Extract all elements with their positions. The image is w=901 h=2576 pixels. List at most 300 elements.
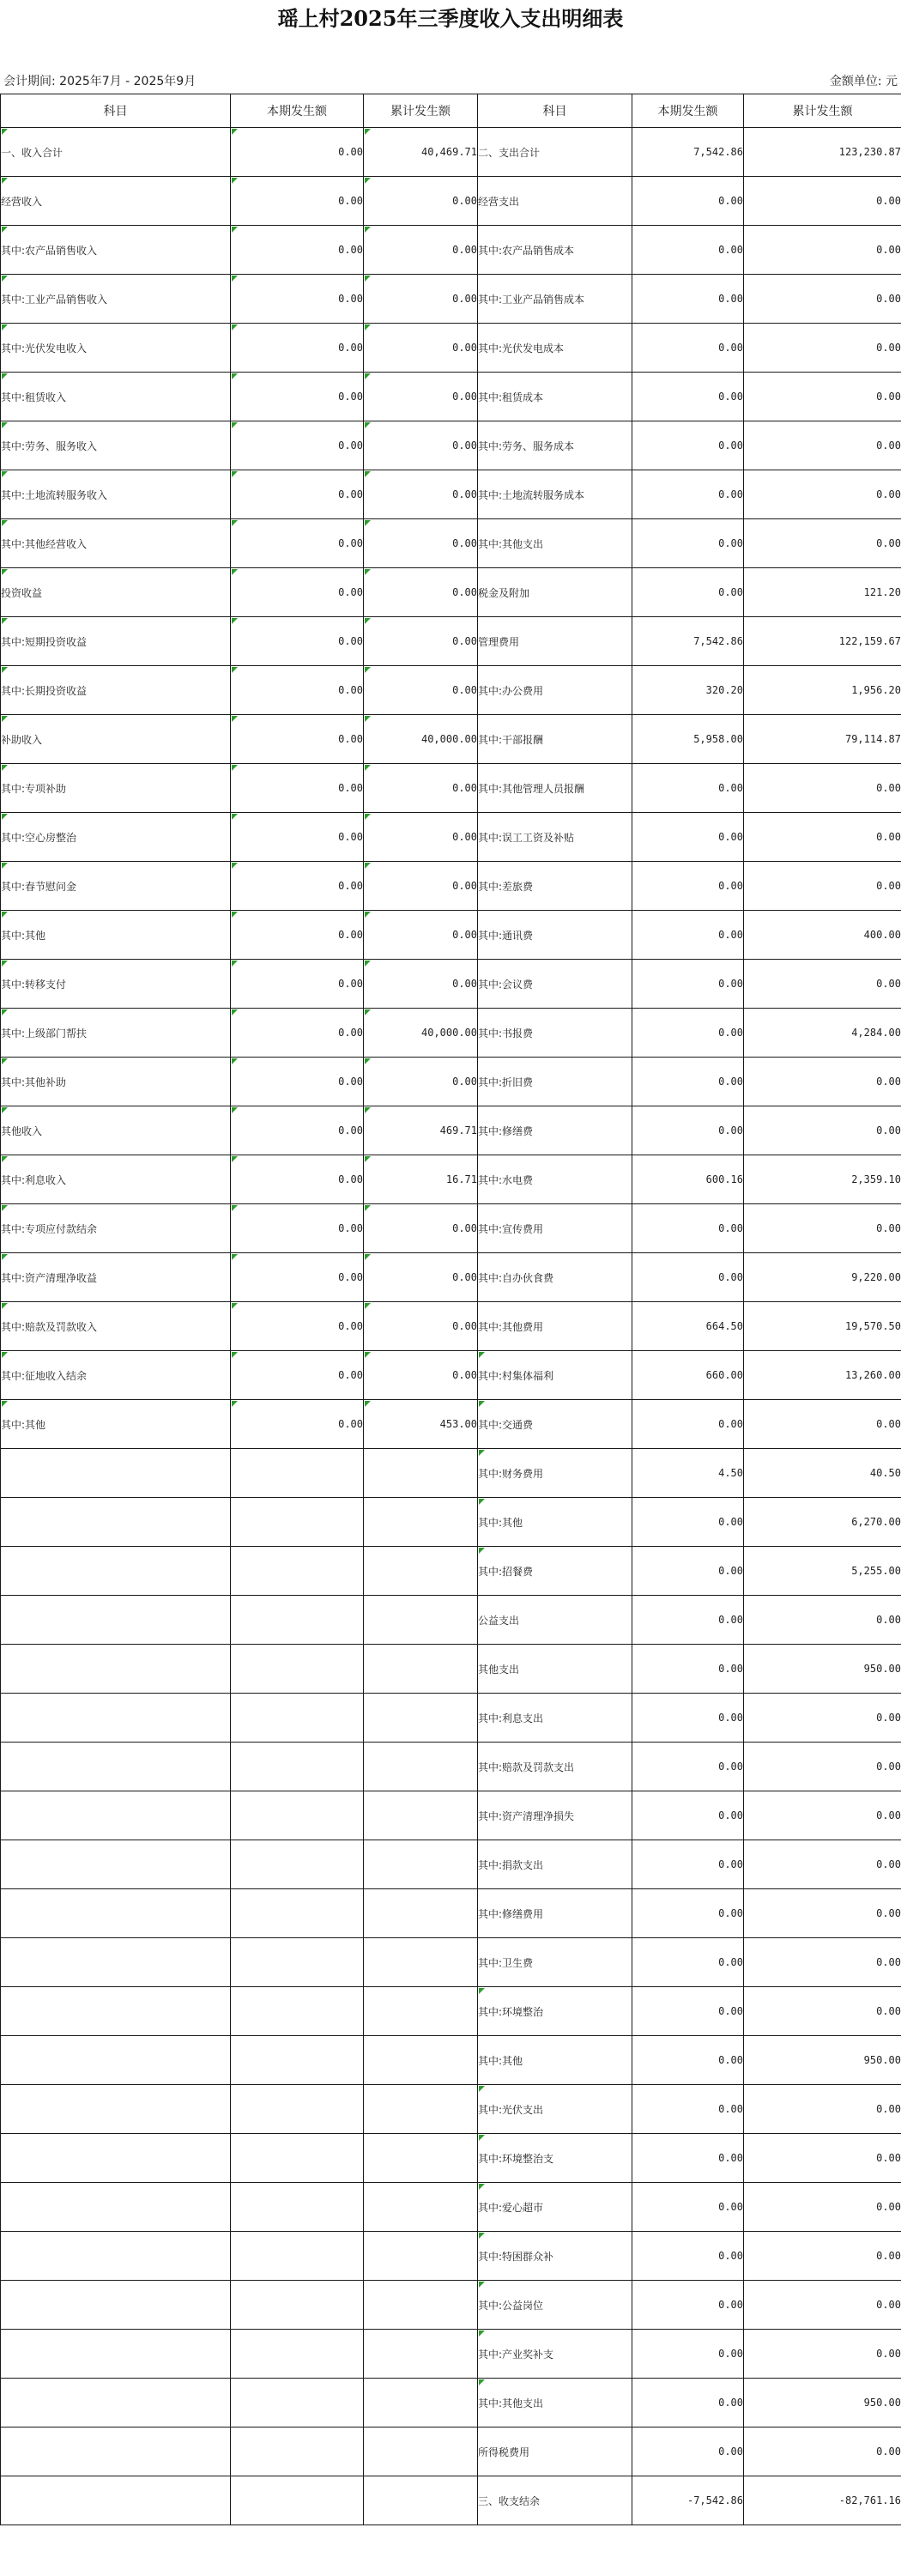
table-row xyxy=(1,1889,901,1938)
left-subject-cell: 其中:上级部门帮扶 xyxy=(1,1009,231,1058)
left-subject-cell: 其中:光伏发电收入 xyxy=(1,324,231,373)
left-subject-cell: 其中:劳务、服务收入 xyxy=(1,421,231,470)
left-current-cell: 0.00 xyxy=(231,960,364,1009)
right-cumulative-cell: 0.00 xyxy=(744,519,901,568)
table-row xyxy=(1,1596,901,1645)
left-subject-cell: 其中:短期投资收益 xyxy=(1,617,231,666)
left-cumulative-cell: 0.00 xyxy=(364,568,478,617)
right-cumulative-cell: 400.00 xyxy=(744,911,901,960)
left-current-cell xyxy=(231,2183,364,2232)
right-current-cell: 0.00 xyxy=(632,813,744,862)
left-subject-cell: 其中:征地收入结余 xyxy=(1,1351,231,1400)
right-current-cell: 664.50 xyxy=(632,1302,744,1351)
left-cumulative-cell: 0.00 xyxy=(364,1058,478,1106)
table-row xyxy=(1,715,901,764)
left-cumulative-cell: 40,000.00 xyxy=(364,715,478,764)
left-cumulative-cell: 0.00 xyxy=(364,177,478,226)
table-row xyxy=(1,128,901,177)
right-cumulative-cell: 0.00 xyxy=(744,2134,901,2183)
left-current-cell xyxy=(231,2232,364,2281)
header-left-current: 本期发生额 xyxy=(231,94,364,128)
table-row xyxy=(1,1155,901,1204)
left-cumulative-cell: 0.00 xyxy=(364,1204,478,1253)
right-current-cell: 0.00 xyxy=(632,2036,744,2085)
right-cumulative-cell: 0.00 xyxy=(744,1840,901,1889)
right-cumulative-cell: 0.00 xyxy=(744,2281,901,2330)
right-subject-cell: 其中:村集体福利 xyxy=(478,1351,632,1400)
left-current-cell: 0.00 xyxy=(231,1058,364,1106)
right-current-cell: 7,542.86 xyxy=(632,617,744,666)
right-current-cell: 0.00 xyxy=(632,1938,744,1987)
right-cumulative-cell: 0.00 xyxy=(744,2232,901,2281)
right-current-cell: 0.00 xyxy=(632,2183,744,2232)
left-current-cell xyxy=(231,2330,364,2379)
left-cumulative-cell xyxy=(364,1840,478,1889)
table-row xyxy=(1,2428,901,2476)
table-row xyxy=(1,1840,901,1889)
left-cumulative-cell: 0.00 xyxy=(364,617,478,666)
left-subject-cell xyxy=(1,2428,231,2476)
right-subject-cell: 其中:工业产品销售成本 xyxy=(478,275,632,324)
right-current-cell: 0.00 xyxy=(632,519,744,568)
left-cumulative-cell xyxy=(364,2085,478,2134)
left-current-cell: 0.00 xyxy=(231,1009,364,1058)
left-current-cell: 0.00 xyxy=(231,568,364,617)
left-current-cell: 0.00 xyxy=(231,128,364,177)
table-row xyxy=(1,1791,901,1840)
right-current-cell: 0.00 xyxy=(632,2379,744,2428)
right-subject-cell: 其中:资产清理净损失 xyxy=(478,1791,632,1840)
right-subject-cell: 其中:公益岗位 xyxy=(478,2281,632,2330)
right-subject-cell: 其他支出 xyxy=(478,1645,632,1694)
right-cumulative-cell: 13,260.00 xyxy=(744,1351,901,1400)
left-subject-cell: 其中:农产品销售收入 xyxy=(1,226,231,275)
table-row xyxy=(1,1058,901,1106)
right-cumulative-cell: 0.00 xyxy=(744,1106,901,1155)
left-current-cell: 0.00 xyxy=(231,764,364,813)
left-subject-cell: 其中:租赁收入 xyxy=(1,373,231,421)
table-row xyxy=(1,519,901,568)
right-cumulative-cell: 5,255.00 xyxy=(744,1547,901,1596)
left-subject-cell: 其中:土地流转服务收入 xyxy=(1,470,231,519)
right-cumulative-cell: 950.00 xyxy=(744,1645,901,1694)
right-current-cell: 0.00 xyxy=(632,1987,744,2036)
left-current-cell: 0.00 xyxy=(231,519,364,568)
left-current-cell xyxy=(231,1694,364,1743)
right-current-cell: 0.00 xyxy=(632,1009,744,1058)
left-current-cell: 0.00 xyxy=(231,373,364,421)
table-row xyxy=(1,275,901,324)
table-row xyxy=(1,911,901,960)
left-subject-cell: 其中:其他补助 xyxy=(1,1058,231,1106)
left-current-cell: 0.00 xyxy=(231,813,364,862)
right-cumulative-cell: 0.00 xyxy=(744,1889,901,1938)
right-cumulative-cell: 6,270.00 xyxy=(744,1498,901,1547)
left-current-cell: 0.00 xyxy=(231,1302,364,1351)
right-current-cell: 0.00 xyxy=(632,1547,744,1596)
left-current-cell: 0.00 xyxy=(231,226,364,275)
right-cumulative-cell: 0.00 xyxy=(744,2330,901,2379)
right-current-cell: 5,958.00 xyxy=(632,715,744,764)
right-current-cell: 0.00 xyxy=(632,2232,744,2281)
right-subject-cell: 管理费用 xyxy=(478,617,632,666)
left-cumulative-cell: 0.00 xyxy=(364,960,478,1009)
left-subject-cell xyxy=(1,2379,231,2428)
left-current-cell: 0.00 xyxy=(231,715,364,764)
right-subject-cell: 其中:修缮费 xyxy=(478,1106,632,1155)
left-current-cell: 0.00 xyxy=(231,1400,364,1449)
table-row xyxy=(1,1987,901,2036)
left-cumulative-cell xyxy=(364,2281,478,2330)
right-cumulative-cell: 0.00 xyxy=(744,373,901,421)
left-current-cell: 0.00 xyxy=(231,1253,364,1302)
table-header-row xyxy=(1,94,901,128)
right-subject-cell: 其中:其他管理人员报酬 xyxy=(478,764,632,813)
left-subject-cell xyxy=(1,2232,231,2281)
right-cumulative-cell: 0.00 xyxy=(744,960,901,1009)
right-cumulative-cell: 1,956.20 xyxy=(744,666,901,715)
left-current-cell: 0.00 xyxy=(231,470,364,519)
left-subject-cell: 其他收入 xyxy=(1,1106,231,1155)
left-cumulative-cell xyxy=(364,2476,478,2525)
left-subject-cell: 其中:转移支付 xyxy=(1,960,231,1009)
table-row xyxy=(1,1253,901,1302)
right-subject-cell: 其中:交通费 xyxy=(478,1400,632,1449)
left-subject-cell: 其中:利息收入 xyxy=(1,1155,231,1204)
right-cumulative-cell: 0.00 xyxy=(744,764,901,813)
right-subject-cell: 所得税费用 xyxy=(478,2428,632,2476)
left-cumulative-cell: 0.00 xyxy=(364,324,478,373)
right-cumulative-cell: -82,761.16 xyxy=(744,2476,901,2525)
right-subject-cell: 其中:折旧费 xyxy=(478,1058,632,1106)
left-cumulative-cell xyxy=(364,1938,478,1987)
left-cumulative-cell: 0.00 xyxy=(364,519,478,568)
left-subject-cell xyxy=(1,1694,231,1743)
right-subject-cell: 其中:爱心超市 xyxy=(478,2183,632,2232)
left-subject-cell xyxy=(1,2476,231,2525)
table-row xyxy=(1,862,901,911)
left-current-cell xyxy=(231,2281,364,2330)
left-cumulative-cell xyxy=(364,1645,478,1694)
right-subject-cell: 其中:其他 xyxy=(478,2036,632,2085)
right-cumulative-cell: 19,570.50 xyxy=(744,1302,901,1351)
left-subject-cell xyxy=(1,2134,231,2183)
table-row xyxy=(1,1204,901,1253)
left-current-cell: 0.00 xyxy=(231,1155,364,1204)
left-cumulative-cell: 40,469.71 xyxy=(364,128,478,177)
left-subject-cell: 其中:专项应付款结余 xyxy=(1,1204,231,1253)
right-subject-cell: 其中:其他支出 xyxy=(478,2379,632,2428)
left-subject-cell: 投资收益 xyxy=(1,568,231,617)
table-row xyxy=(1,1694,901,1743)
left-cumulative-cell: 0.00 xyxy=(364,1302,478,1351)
left-subject-cell: 一、收入合计 xyxy=(1,128,231,177)
table-row xyxy=(1,2379,901,2428)
left-cumulative-cell: 0.00 xyxy=(364,421,478,470)
right-subject-cell: 其中:产业奖补支 xyxy=(478,2330,632,2379)
left-subject-cell xyxy=(1,1596,231,1645)
table-row xyxy=(1,1743,901,1791)
left-cumulative-cell: 0.00 xyxy=(364,373,478,421)
right-subject-cell: 其中:赔款及罚款支出 xyxy=(478,1743,632,1791)
right-subject-cell: 其中:水电费 xyxy=(478,1155,632,1204)
table-row xyxy=(1,960,901,1009)
left-subject-cell xyxy=(1,2085,231,2134)
table-row xyxy=(1,1938,901,1987)
right-subject-cell: 其中:环境整治支 xyxy=(478,2134,632,2183)
right-subject-cell: 其中:其他费用 xyxy=(478,1302,632,1351)
right-current-cell: 4.50 xyxy=(632,1449,744,1498)
right-current-cell: 0.00 xyxy=(632,1400,744,1449)
right-subject-cell: 二、支出合计 xyxy=(478,128,632,177)
left-subject-cell xyxy=(1,1938,231,1987)
right-cumulative-cell: 0.00 xyxy=(744,470,901,519)
left-subject-cell: 其中:工业产品销售收入 xyxy=(1,275,231,324)
left-subject-cell xyxy=(1,2183,231,2232)
right-subject-cell: 其中:差旅费 xyxy=(478,862,632,911)
right-cumulative-cell: 0.00 xyxy=(744,421,901,470)
table-row xyxy=(1,324,901,373)
left-subject-cell xyxy=(1,1498,231,1547)
left-current-cell xyxy=(231,1547,364,1596)
right-cumulative-cell: 122,159.67 xyxy=(744,617,901,666)
table-row xyxy=(1,2183,901,2232)
right-current-cell: 0.00 xyxy=(632,324,744,373)
left-subject-cell: 其中:长期投资收益 xyxy=(1,666,231,715)
left-cumulative-cell xyxy=(364,2330,478,2379)
right-cumulative-cell: 0.00 xyxy=(744,1400,901,1449)
right-current-cell: 0.00 xyxy=(632,177,744,226)
right-cumulative-cell: 0.00 xyxy=(744,1987,901,2036)
right-current-cell: 0.00 xyxy=(632,2134,744,2183)
right-current-cell: 320.20 xyxy=(632,666,744,715)
table-row xyxy=(1,764,901,813)
right-cumulative-cell: 0.00 xyxy=(744,177,901,226)
left-subject-cell xyxy=(1,1840,231,1889)
right-subject-cell: 其中:宣传费用 xyxy=(478,1204,632,1253)
right-current-cell: 0.00 xyxy=(632,1106,744,1155)
left-current-cell: 0.00 xyxy=(231,911,364,960)
left-cumulative-cell: 453.00 xyxy=(364,1400,478,1449)
left-subject-cell xyxy=(1,2330,231,2379)
right-subject-cell: 其中:捐款支出 xyxy=(478,1840,632,1889)
right-current-cell: 0.00 xyxy=(632,911,744,960)
left-current-cell xyxy=(231,1645,364,1694)
left-cumulative-cell xyxy=(364,1596,478,1645)
header-right-subject: 科目 xyxy=(478,94,632,128)
right-cumulative-cell: 0.00 xyxy=(744,2183,901,2232)
right-subject-cell: 经营支出 xyxy=(478,177,632,226)
right-subject-cell: 其中:干部报酬 xyxy=(478,715,632,764)
right-cumulative-cell: 0.00 xyxy=(744,1791,901,1840)
left-cumulative-cell xyxy=(364,2036,478,2085)
right-current-cell: 0.00 xyxy=(632,2281,744,2330)
left-subject-cell: 其中:空心房整治 xyxy=(1,813,231,862)
report-title: 瑶上村2025年三季度收入支出明细表 xyxy=(277,6,624,31)
left-subject-cell: 其中:其他 xyxy=(1,911,231,960)
right-subject-cell: 其中:特困群众补 xyxy=(478,2232,632,2281)
right-current-cell: -7,542.86 xyxy=(632,2476,744,2525)
right-current-cell: 0.00 xyxy=(632,1743,744,1791)
left-current-cell: 0.00 xyxy=(231,1106,364,1155)
left-cumulative-cell xyxy=(364,1987,478,2036)
right-current-cell: 0.00 xyxy=(632,275,744,324)
table-row xyxy=(1,1645,901,1694)
left-subject-cell xyxy=(1,2036,231,2085)
left-subject-cell: 其中:春节慰问金 xyxy=(1,862,231,911)
left-current-cell xyxy=(231,1987,364,2036)
table-row xyxy=(1,177,901,226)
right-current-cell: 0.00 xyxy=(632,1596,744,1645)
table-row xyxy=(1,421,901,470)
right-subject-cell: 其中:光伏支出 xyxy=(478,2085,632,2134)
currency-unit: 金额单位: 元 xyxy=(829,75,898,88)
right-subject-cell: 其中:卫生费 xyxy=(478,1938,632,1987)
left-subject-cell xyxy=(1,1987,231,2036)
right-cumulative-cell: 0.00 xyxy=(744,226,901,275)
left-cumulative-cell xyxy=(364,2183,478,2232)
right-current-cell: 0.00 xyxy=(632,1498,744,1547)
right-cumulative-cell: 0.00 xyxy=(744,1938,901,1987)
table-body xyxy=(1,128,901,2525)
left-subject-cell: 经营收入 xyxy=(1,177,231,226)
right-current-cell: 0.00 xyxy=(632,1889,744,1938)
left-subject-cell xyxy=(1,1449,231,1498)
right-subject-cell: 其中:其他 xyxy=(478,1498,632,1547)
left-cumulative-cell xyxy=(364,1694,478,1743)
left-cumulative-cell: 0.00 xyxy=(364,911,478,960)
left-cumulative-cell xyxy=(364,1449,478,1498)
right-cumulative-cell: 0.00 xyxy=(744,1204,901,1253)
left-subject-cell xyxy=(1,1743,231,1791)
left-cumulative-cell: 0.00 xyxy=(364,275,478,324)
left-cumulative-cell: 0.00 xyxy=(364,226,478,275)
right-current-cell: 7,542.86 xyxy=(632,128,744,177)
table-row xyxy=(1,568,901,617)
right-current-cell: 0.00 xyxy=(632,2085,744,2134)
left-current-cell xyxy=(231,2085,364,2134)
right-cumulative-cell: 2,359.10 xyxy=(744,1155,901,1204)
right-cumulative-cell: 0.00 xyxy=(744,1694,901,1743)
right-current-cell: 0.00 xyxy=(632,2428,744,2476)
right-subject-cell: 其中:招餐费 xyxy=(478,1547,632,1596)
right-cumulative-cell: 0.00 xyxy=(744,862,901,911)
right-current-cell: 0.00 xyxy=(632,1253,744,1302)
right-cumulative-cell: 0.00 xyxy=(744,1743,901,1791)
left-cumulative-cell: 0.00 xyxy=(364,666,478,715)
right-current-cell: 0.00 xyxy=(632,1645,744,1694)
table-row xyxy=(1,2134,901,2183)
right-subject-cell: 其中:光伏发电成本 xyxy=(478,324,632,373)
table-row xyxy=(1,666,901,715)
right-current-cell: 0.00 xyxy=(632,470,744,519)
right-current-cell: 0.00 xyxy=(632,373,744,421)
right-cumulative-cell: 40.50 xyxy=(744,1449,901,1498)
right-cumulative-cell: 123,230.87 xyxy=(744,128,901,177)
left-current-cell xyxy=(231,1938,364,1987)
header-left-cumulative: 累计发生额 xyxy=(364,94,478,128)
left-current-cell xyxy=(231,2036,364,2085)
left-current-cell xyxy=(231,1791,364,1840)
left-subject-cell xyxy=(1,2281,231,2330)
table-row xyxy=(1,226,901,275)
right-cumulative-cell: 950.00 xyxy=(744,2379,901,2428)
table-row xyxy=(1,617,901,666)
table-row xyxy=(1,2232,901,2281)
right-current-cell: 600.16 xyxy=(632,1155,744,1204)
right-current-cell: 0.00 xyxy=(632,1840,744,1889)
right-subject-cell: 其中:其他支出 xyxy=(478,519,632,568)
left-current-cell xyxy=(231,1840,364,1889)
left-cumulative-cell xyxy=(364,1743,478,1791)
left-cumulative-cell xyxy=(364,1547,478,1596)
left-cumulative-cell xyxy=(364,1498,478,1547)
left-cumulative-cell: 0.00 xyxy=(364,1253,478,1302)
table-row xyxy=(1,1106,901,1155)
right-subject-cell: 其中:会议费 xyxy=(478,960,632,1009)
table-row xyxy=(1,2085,901,2134)
right-cumulative-cell: 0.00 xyxy=(744,2085,901,2134)
right-subject-cell: 其中:通讯费 xyxy=(478,911,632,960)
left-cumulative-cell xyxy=(364,2428,478,2476)
right-current-cell: 0.00 xyxy=(632,2330,744,2379)
table-row xyxy=(1,1547,901,1596)
right-current-cell: 0.00 xyxy=(632,764,744,813)
right-current-cell: 0.00 xyxy=(632,421,744,470)
left-subject-cell: 其中:专项补助 xyxy=(1,764,231,813)
table-row xyxy=(1,373,901,421)
right-subject-cell: 其中:农产品销售成本 xyxy=(478,226,632,275)
left-current-cell: 0.00 xyxy=(231,666,364,715)
table-row xyxy=(1,1449,901,1498)
right-cumulative-cell: 4,284.00 xyxy=(744,1009,901,1058)
left-subject-cell: 其中:其他 xyxy=(1,1400,231,1449)
right-current-cell: 0.00 xyxy=(632,568,744,617)
left-cumulative-cell: 16.71 xyxy=(364,1155,478,1204)
right-subject-cell: 其中:土地流转服务成本 xyxy=(478,470,632,519)
left-current-cell xyxy=(231,2476,364,2525)
right-current-cell: 0.00 xyxy=(632,1791,744,1840)
left-cumulative-cell: 40,000.00 xyxy=(364,1009,478,1058)
income-expense-table xyxy=(0,94,901,2525)
left-subject-cell: 其中:赔款及罚款收入 xyxy=(1,1302,231,1351)
left-cumulative-cell: 0.00 xyxy=(364,862,478,911)
left-current-cell: 0.00 xyxy=(231,617,364,666)
table-row xyxy=(1,470,901,519)
right-subject-cell: 其中:环境整治 xyxy=(478,1987,632,2036)
left-cumulative-cell xyxy=(364,2134,478,2183)
left-subject-cell: 其中:其他经营收入 xyxy=(1,519,231,568)
right-cumulative-cell: 0.00 xyxy=(744,1058,901,1106)
left-subject-cell: 其中:资产清理净收益 xyxy=(1,1253,231,1302)
right-current-cell: 0.00 xyxy=(632,1204,744,1253)
right-cumulative-cell: 0.00 xyxy=(744,2428,901,2476)
left-cumulative-cell: 0.00 xyxy=(364,813,478,862)
table-row xyxy=(1,813,901,862)
right-cumulative-cell: 0.00 xyxy=(744,275,901,324)
table-row xyxy=(1,1400,901,1449)
header-right-cumulative: 累计发生额 xyxy=(744,94,901,128)
left-cumulative-cell xyxy=(364,2379,478,2428)
left-current-cell xyxy=(231,2134,364,2183)
header-left-subject: 科目 xyxy=(1,94,231,128)
right-subject-cell: 其中:误工工资及补贴 xyxy=(478,813,632,862)
table-row xyxy=(1,1351,901,1400)
left-current-cell xyxy=(231,1596,364,1645)
right-cumulative-cell: 121.20 xyxy=(744,568,901,617)
left-subject-cell xyxy=(1,1547,231,1596)
left-current-cell: 0.00 xyxy=(231,421,364,470)
